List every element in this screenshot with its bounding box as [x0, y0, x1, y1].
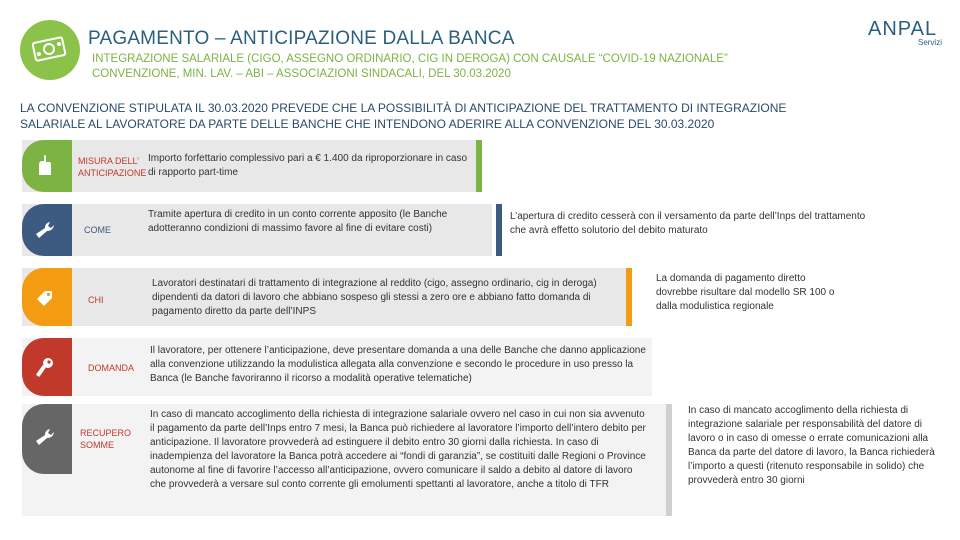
row-chi-accent [626, 268, 632, 326]
page-title: PAGAMENTO – ANTICIPAZIONE DALLA BANCA [88, 28, 515, 49]
money-logo [20, 20, 80, 80]
row-chi-text: Lavoratori destinatari di trattamento di integrazione al reddito (cigo, assegno ordinario, cig in deroga) dipendenti da datori di lavoro che abbiano sospeso gli stessi a zero ore e abbiano fatto domanda di pagamento diretto da parte dell’INPS [152, 278, 597, 317]
row-chi-note: La domanda di pagamento diretto dovrebbe risultare dal modello SR 100 o dalla modulistica regionale [656, 273, 835, 312]
row-recupero-label: RECUPERO SOMME [80, 428, 132, 450]
row-recupero-note: In caso di mancato accoglimento della richiesta di integrazione salariale per responsabilità del datore di lavoro o in caso di omesse o errate comunicazioni alla Banca da parte del datore di lavoro, la Banca richiederà l’importo a questi (ritenuto responsabile in solido) che provvederà entro 30 giorni [688, 405, 935, 486]
row-domanda-icon-circle [24, 346, 66, 388]
row-come-label: COME [84, 225, 111, 235]
row-recupero-text: In caso di mancato accoglimento della richiesta di integrazione salariale ovvero nel caso in cui non sia avvenuto il pagamento da parte dell’Inps entro 7 mesi, la Banca può richiedere al lavoratore l’importo dell’intero debito per anticipazione. Il lavoratore provvederà ad estinguere il debito entro 30 giorni dalla richiesta. In caso di inadempienza del lavoratore la Banca potrà accedere ai “fondi di garanzia”, se costituiti dalle Regioni o Province autonome al fine di favorire l’accesso all’anticipazione, ovvero comunicare il saldo a debito al datore di lavoro che provvederà a versare sul conto corrente gli emolumenti spettanti al lavoratore, anche a titolo di TFR [150, 409, 646, 490]
key-icon [33, 355, 57, 379]
page-subtitle-line1: INTEGRAZIONE SALARIALE (CIGO, ASSEGNO ORDINARIO, CIG IN DEROGA) CON CAUSALE “COVID-19 NAZIONALE” [92, 53, 728, 65]
brand-name: ANPAL [868, 18, 938, 40]
wrench-icon [33, 425, 57, 449]
row-recupero-icon-circle [24, 416, 66, 458]
intro-text: LA CONVENZIONE STIPULATA IL 30.03.2020 PREVEDE CHE LA POSSIBILITÀ DI ANTICIPAZIONE DEL TRATTAMENTO DI INTEGRAZIONE SALARIALE AL LAVORATORE DA PARTE DELLE BANCHE CHE INTENDONO ADERIRE ALLA CONVENZIONE DEL 30.03.2020 [20, 101, 787, 131]
row-come-icon-circle [24, 209, 66, 251]
banknote-icon [32, 34, 68, 66]
brand-sub: Servizi [917, 38, 942, 47]
page-subtitle-line2: CONVENZIONE, MIN. LAV. – ABI – ASSOCIAZIONI SINDACALI, DEL 30.03.2020 [92, 68, 511, 80]
row-misura-accent [476, 140, 482, 192]
hand-icon [33, 153, 57, 177]
row-misura-label: MISURA DELL’ ANTICIPAZIONE [78, 156, 147, 178]
row-misura-text: Importo forfettario complessivo pari a € 1.400 da riproporzionare in caso di rapporto part-time [148, 153, 468, 178]
row-domanda-label: DOMANDA [88, 363, 135, 373]
row-domanda-text: Il lavoratore, per ottenere l’anticipazione, deve presentare domanda a una delle Banche che danno applicazione alla convenzione utilizzando la modulistica allegata alla convenzione e secondo le procedure in uso presso la Banca (le Banche favoriranno il ricorso a modalità operative telematiche) [150, 345, 646, 384]
row-come-note: L’apertura di credito cesserà con il versamento da parte dell’Inps del trattamento che avrà effetto solutorio del debito maturato [510, 211, 866, 236]
row-chi-label: CHI [88, 295, 104, 305]
row-come-text: Tramite apertura di credito in un conto corrente apposito (le Banche adotteranno condizioni di massimo favore al fine di evitare costi) [148, 209, 448, 234]
row-misura-icon-circle [24, 144, 66, 186]
brand-logo [868, 18, 948, 48]
row-chi-icon-circle [24, 276, 66, 318]
row-come-accent [496, 204, 502, 256]
wrench-icon [33, 218, 57, 242]
row-recupero-accent [666, 404, 672, 516]
tag-icon [33, 285, 57, 309]
